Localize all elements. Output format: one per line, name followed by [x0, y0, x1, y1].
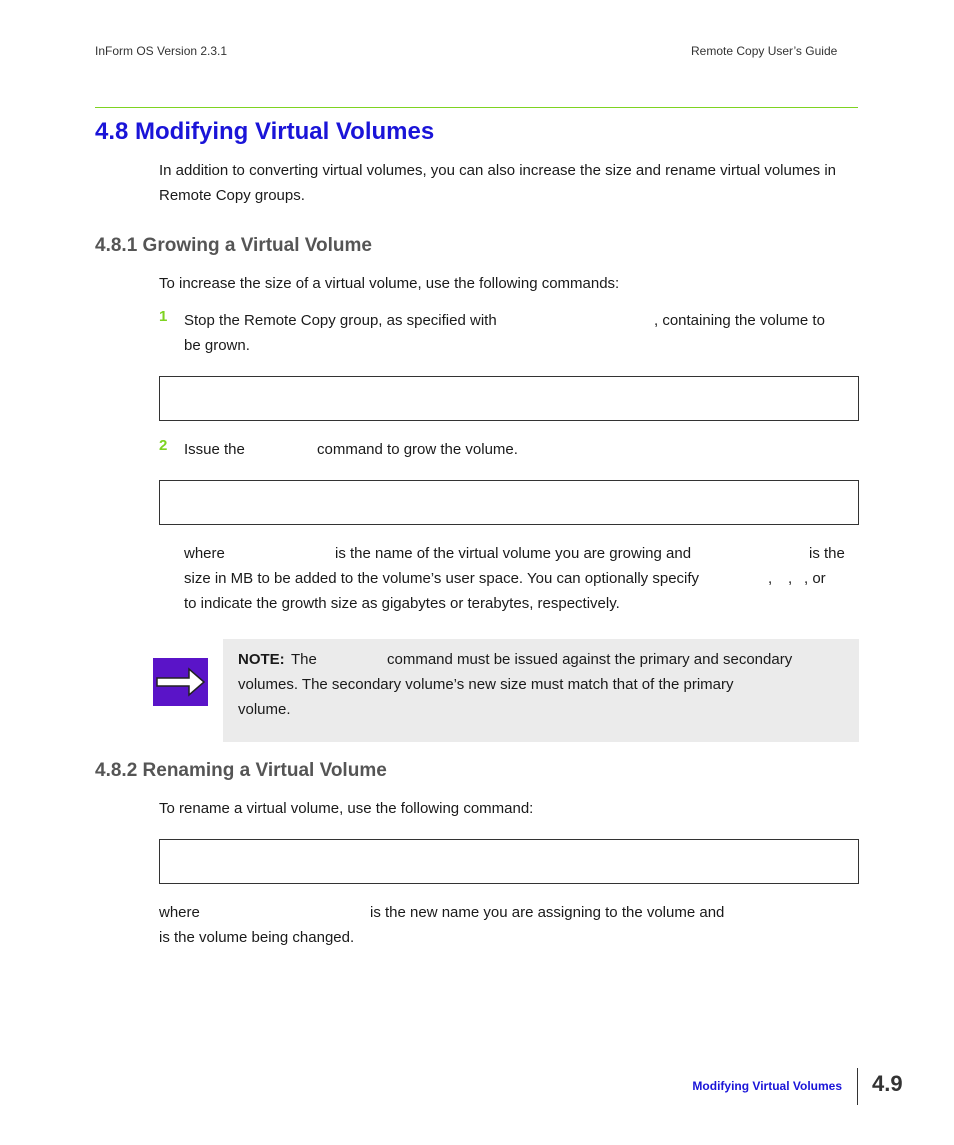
step-1-text-c: be grown. — [184, 337, 250, 354]
grow-where-line3: to indicate the growth size as gigabytes or terabytes, respectively. — [184, 595, 620, 612]
grow-where-sep1: , — [768, 570, 773, 587]
grow-where-line2: size in MB to be added to the volume’s user space. You can optionally specify — [184, 570, 700, 587]
renaming-intro: To rename a virtual volume, use the following command: — [159, 800, 534, 817]
step-number-1: 1 — [159, 308, 168, 325]
rename-where-b: is the new name you are assigning to the volume and — [370, 904, 725, 921]
step-2-text-b: command to grow the volume. — [317, 441, 518, 458]
command-box-grow-volume — [159, 480, 859, 525]
header-doc-version: InForm OS Version 2.3.1 — [95, 44, 228, 58]
growing-intro: To increase the size of a virtual volume, use the following commands: — [159, 275, 620, 292]
grow-where-b: is the name of the virtual volume you are growing and — [335, 545, 692, 562]
header-divider — [95, 107, 858, 108]
note-text-b: command must be issued against the primary and secondary — [387, 651, 793, 668]
section-intro: In addition to converting virtual volumes, you can also increase the size and rename virtual volumes in Remote Copy groups. — [159, 162, 837, 204]
header-guide-title: Remote Copy User’s Guide — [691, 44, 838, 58]
step-1-text-b: , containing the volume to — [654, 312, 825, 329]
command-box-rename-volume — [159, 839, 859, 884]
note-text-line2: volumes. The secondary volume’s new size must match that of the primary — [238, 676, 734, 693]
footer-page-number: 4.9 — [872, 1071, 903, 1096]
note-text-line3: volume. — [238, 701, 291, 718]
section-title: 4.8 Modifying Virtual Volumes — [95, 118, 435, 145]
grow-where-a: where — [184, 545, 225, 562]
subsection-title-renaming: 4.8.2 Renaming a Virtual Volume — [95, 760, 387, 781]
command-box-stop-group — [159, 376, 859, 421]
step-1-text-a: Stop the Remote Copy group, as specified with — [184, 312, 497, 329]
note-label: NOTE: — [238, 651, 285, 668]
footer-divider — [857, 1068, 858, 1105]
right-arrow-icon-graphic — [153, 658, 208, 706]
grow-where-or: , or — [804, 570, 826, 587]
grow-where-sep2: , — [788, 570, 793, 587]
rename-where-line2: is the volume being changed. — [159, 929, 355, 946]
grow-where-c: is the — [809, 545, 845, 562]
footer-section-title: Modifying Virtual Volumes — [692, 1079, 842, 1093]
subsection-title-growing: 4.8.1 Growing a Virtual Volume — [95, 235, 372, 256]
step-2-text-a: Issue the — [184, 441, 245, 458]
rename-where-a: where — [159, 904, 200, 921]
step-number-2: 2 — [159, 437, 168, 454]
right-arrow-icon — [153, 658, 208, 706]
note-text-a: The — [291, 651, 317, 668]
